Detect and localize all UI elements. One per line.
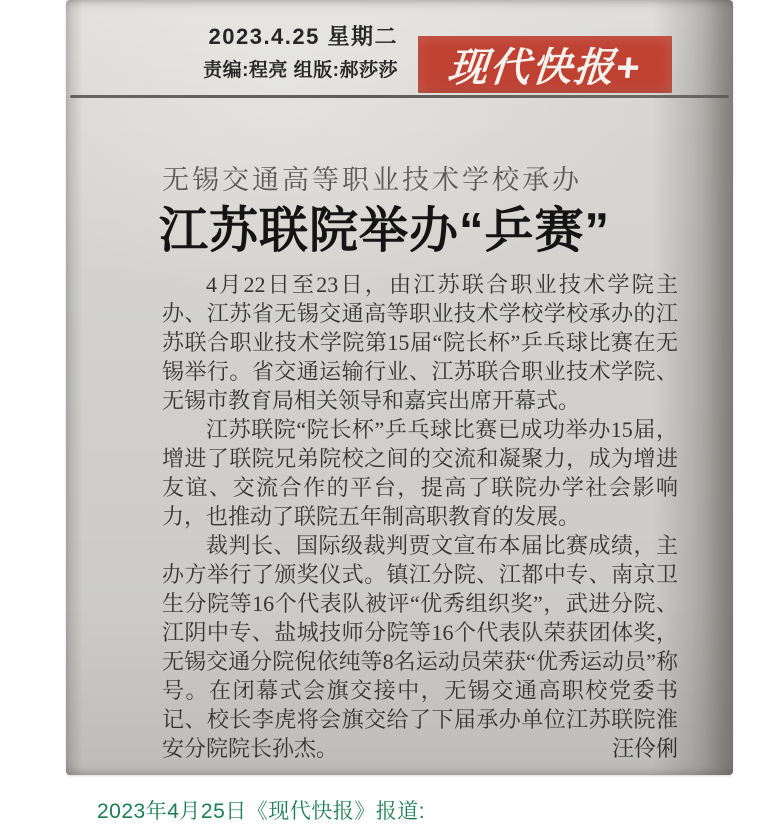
byline: 汪伶俐: [611, 736, 678, 761]
masthead-banner: [418, 36, 672, 93]
newspaper-clipping-photo: [66, 0, 733, 775]
newspaper-date: 2023.4.25 星期二: [208, 24, 398, 49]
article-paragraph-1: 4月22日至23日，由江苏联合职业技术学院主办、江苏省无锡交通高等职业技术学校学校承办的江苏联合职业技术学院第15届“院长杯”乒乓球比赛在无锡举行。省交通运输行业、江苏联合职业技术学院、无锡市教育局相关领导和嘉宾出席开幕式。: [162, 272, 678, 413]
caption-text: 2023年4月25日《现代快报》报道:: [97, 800, 426, 823]
newspaper-editors: 责编:程亮 组版:郝莎莎: [203, 60, 398, 81]
article-paragraph-3: [162, 531, 678, 763]
header-divider: [70, 95, 729, 98]
article-headline: 江苏联院举办“乒赛”: [159, 204, 611, 258]
masthead-title: 现代快报+: [446, 46, 644, 90]
article-kicker: 无锡交通高等职业技术学校承办: [162, 165, 582, 195]
article-body: [162, 270, 678, 763]
article-paragraph-2: 江苏联院“院长杯”乒乓球比赛已成功举办15届，增进了联院兄弟院校之间的交流和凝聚力，成为增进友谊、交流合作的平台，提高了联院办学社会影响力，也推动了联院五年制高职教育的发展。: [162, 417, 678, 529]
newspaper-header-meta: [66, 20, 398, 82]
article-paragraph-3-text: 裁判长、国际级裁判贾文宣布本届比赛成绩，主办方举行了颁奖仪式。镇江分院、江都中专、南京卫生分院等16个代表队被评“优秀组织奖”，武进分院、江阴中专、盐城技师分院等16个代表队荣获团体奖，无锡交通分院倪依纯等8名运动员荣获“优秀运动员”称号。在闭幕式会旗交接中，无锡交通高职校党委书记、校长李虎将会旗交给了下届承办单位江苏联院淮安分院院长孙杰。: [162, 533, 678, 761]
